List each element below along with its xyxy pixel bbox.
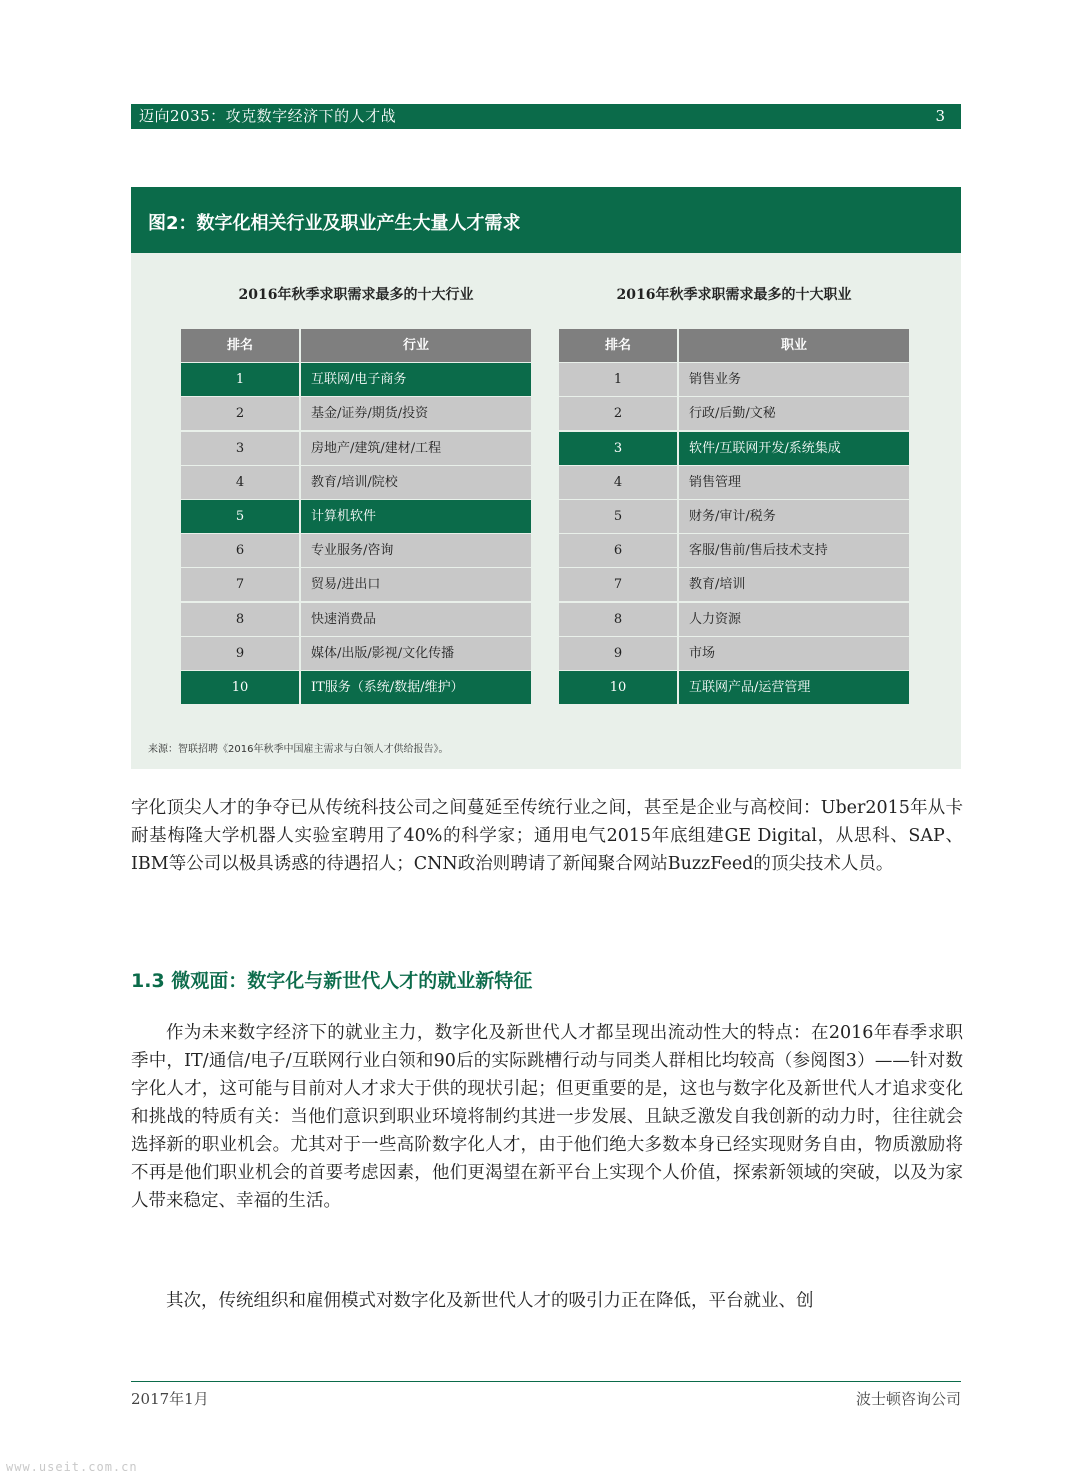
table-row (181, 466, 531, 499)
rank-cell: 9 (181, 637, 299, 670)
rank-cell: 1 (559, 363, 677, 396)
table-row (181, 637, 531, 670)
rank-cell: 4 (559, 466, 677, 499)
rank-header: 排名 (559, 329, 677, 362)
rank-cell: 5 (559, 500, 677, 533)
occupation-table (559, 329, 909, 705)
occupation-cell: 客服/售前/售后技术支持 (679, 534, 909, 567)
table-row (559, 397, 909, 430)
rank-cell: 8 (559, 603, 677, 636)
table-row (559, 534, 909, 567)
rank-cell: 9 (559, 637, 677, 670)
occupation-cell: 人力资源 (679, 603, 909, 636)
table-row (559, 568, 909, 601)
right-table-caption: 2016年秋季求职需求最多的十大职业 (616, 287, 852, 303)
rank-cell: 6 (181, 534, 299, 567)
occupation-cell: 销售管理 (679, 466, 909, 499)
rank-cell: 6 (559, 534, 677, 567)
figure-2 (131, 187, 961, 769)
rank-cell: 1 (181, 363, 299, 396)
rank-cell: 4 (181, 466, 299, 499)
left-table-caption: 2016年秋季求职需求最多的十大行业 (238, 287, 474, 303)
table-row (559, 637, 909, 670)
running-header (131, 104, 961, 129)
rank-cell: 8 (181, 603, 299, 636)
industry-cell: 贸易/进出口 (301, 568, 531, 601)
table-row (181, 363, 531, 396)
rank-cell: 3 (559, 432, 677, 465)
occupation-cell: 销售业务 (679, 363, 909, 396)
watermark-text: www.useit.com.cn (6, 1460, 138, 1474)
table-row (559, 500, 909, 533)
rank-cell: 2 (181, 397, 299, 430)
industry-cell: IT服务（系统/数据/维护） (301, 671, 531, 704)
industry-cell: 快速消费品 (301, 603, 531, 636)
industry-cell: 专业服务/咨询 (301, 534, 531, 567)
page-number: 3 (935, 107, 945, 125)
table-row (181, 568, 531, 601)
table-row (559, 363, 909, 396)
industry-cell: 教育/培训/院校 (301, 466, 531, 499)
figure-title-bar (131, 187, 961, 253)
occupation-cell: 财务/审计/税务 (679, 500, 909, 533)
footer-company: 波士顿咨询公司 (855, 1390, 961, 1408)
table-header (181, 329, 531, 362)
occupation-cell: 教育/培训 (679, 568, 909, 601)
rank-header: 排名 (181, 329, 299, 362)
occupation-cell: 市场 (679, 637, 909, 670)
table-header (559, 329, 909, 362)
figure-source: 来源：智联招聘《2016年秋季中国雇主需求与白领人才供给报告》。 (148, 744, 449, 755)
rank-cell: 7 (559, 568, 677, 601)
industry-cell: 媒体/出版/影视/文化传播 (301, 637, 531, 670)
paragraph-2: 作为未来数字经济下的就业主力，数字化及新世代人才都呈现出流动性大的特点：在2016年春季求职季中，IT/通信/电子/互联网行业白领和90后的实际跳槽行动与同类人群相比均较高（参阅图3）——针对数字化人才，这可能与目前对人才求大于供的现状引起；但更重要的是，这也与数字化及新世代人才追求变化和挑战的特质有关：当他们意识到职业环境将制约其进一步发展、且缺乏激发自我创新的动力时，往往就会选择新的职业机会。尤其对于一些高阶数字化人才，由于他们绝大多数本身已经实现财务自由，物质激励将不再是他们职业机会的首要考虑因素，他们更渴望在新平台上实现个人价值，探索新领域的突破，以及为家人带来稳定、幸福的生活。 (131, 1023, 963, 1211)
rank-cell: 3 (181, 432, 299, 465)
rank-cell: 10 (181, 671, 299, 704)
footer-date: 2017年1月 (131, 1390, 209, 1408)
rank-cell: 7 (181, 568, 299, 601)
figure-title: 图2：数字化相关行业及职业产生大量人才需求 (148, 213, 521, 234)
table-row (181, 534, 531, 567)
occupation-cell: 软件/互联网开发/系统集成 (679, 432, 909, 465)
table-row (559, 466, 909, 499)
industry-cell: 基金/证券/期货/投资 (301, 397, 531, 430)
industry-cell: 互联网/电子商务 (301, 363, 531, 396)
footer-divider (131, 1381, 961, 1382)
paragraph-1: 字化顶尖人才的争夺已从传统科技公司之间蔓延至传统行业之间，甚至是企业与高校间：Uber2015年从卡耐基梅隆大学机器人实验室聘用了40%的科学家；通用电气2015年底组建GE Digital，从思科、SAP、IBM等公司以极具诱惑的待遇招人；CNN政治则聘请了新闻聚合网站BuzzFeed的顶尖技术人员。 (131, 798, 963, 874)
industry-header: 行业 (301, 329, 531, 362)
table-row (559, 671, 909, 704)
occupation-header: 职业 (679, 329, 909, 362)
rank-cell: 5 (181, 500, 299, 533)
occupation-cell: 行政/后勤/文秘 (679, 397, 909, 430)
industry-cell: 房地产/建筑/建材/工程 (301, 432, 531, 465)
table-row (181, 500, 531, 533)
industry-table (181, 329, 531, 705)
table-row (181, 397, 531, 430)
report-title: 迈向2035：攻克数字经济下的人才战 (139, 107, 397, 125)
paragraph-3: 其次，传统组织和雇佣模式对数字化及新世代人才的吸引力正在降低，平台就业、创 (166, 1291, 814, 1311)
table-row (181, 432, 531, 465)
rank-cell: 10 (559, 671, 677, 704)
occupation-cell: 互联网产品/运营管理 (679, 671, 909, 704)
section-heading: 1.3 微观面：数字化与新世代人才的就业新特征 (131, 970, 533, 992)
rank-cell: 2 (559, 397, 677, 430)
table-row (559, 603, 909, 636)
table-row (181, 671, 531, 704)
table-row (181, 603, 531, 636)
table-row (559, 432, 909, 465)
industry-cell: 计算机软件 (301, 500, 531, 533)
